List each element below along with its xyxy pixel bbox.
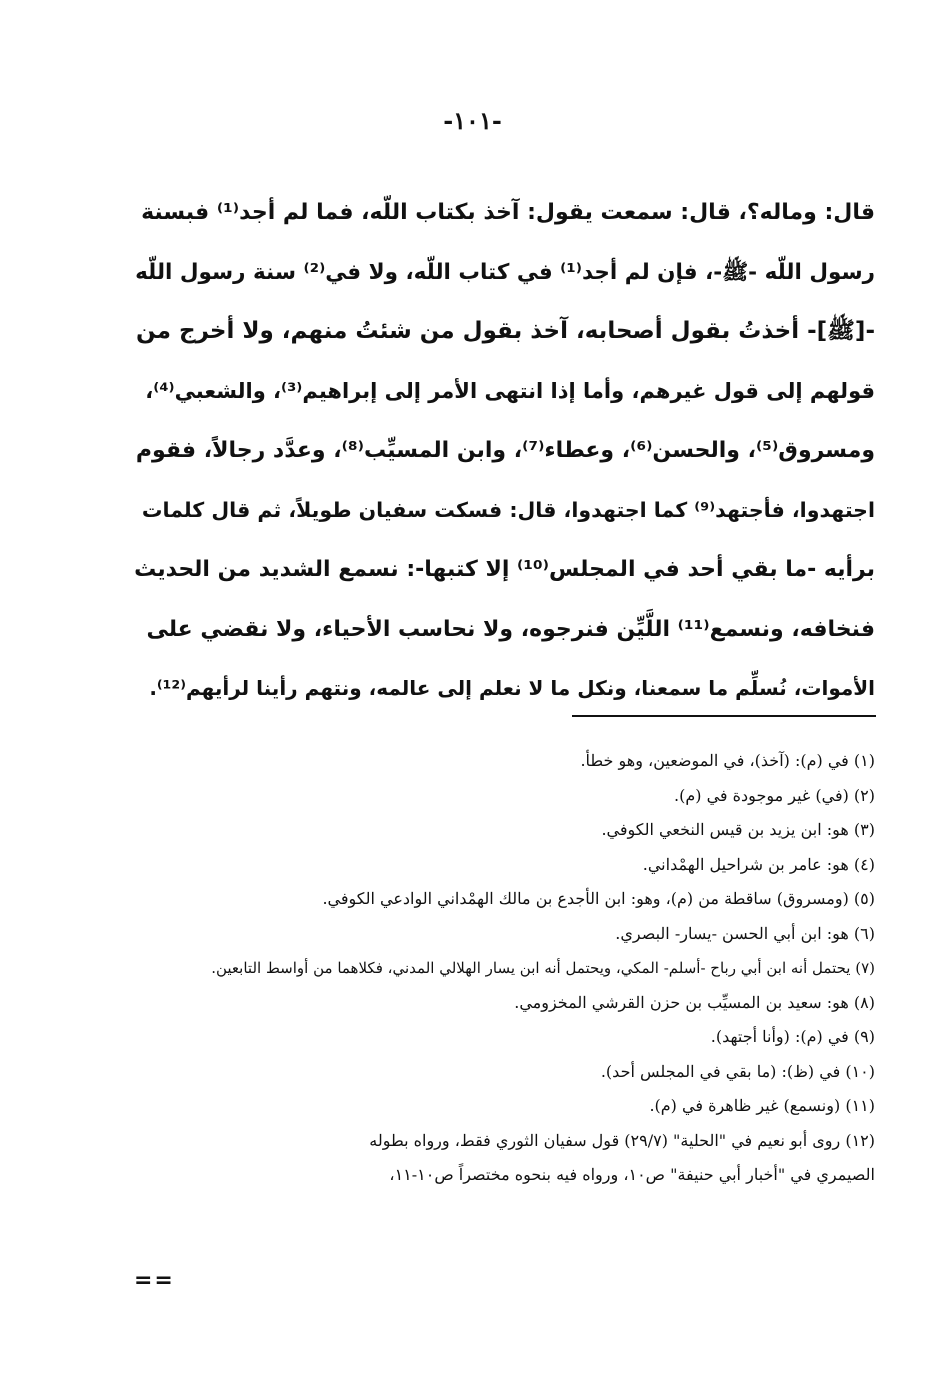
text-line: الأموات، نُسلِّم ما سمعنا، ونكل ما لا نعلم إلى عالمه، ونتهم رأينا لرأيهم⁽¹²⁾.	[149, 676, 875, 700]
footnotes	[120, 744, 875, 1193]
text-line: برأيه -ما بقي أحد في المجلس⁽¹⁰⁾ إلا كتبها-: نسمع الشديد من الحديث	[134, 557, 875, 582]
text-line: قولهم إلى قول غيرهم، وأما إذا انتهى الأمر إلى إبراهيم⁽³⁾، والشعبي⁽⁴⁾،	[145, 378, 875, 403]
text-line: ومسروق⁽⁵⁾، والحسن⁽⁶⁾، وعطاء⁽⁷⁾، وابن المسيِّب⁽⁸⁾، وعدَّد رجالاً، فقوم	[135, 438, 875, 463]
footnote: (٧) يحتمل أنه ابن أبي رباح -أسلم- المكي، ويحتمل أنه ابن يسار الهلالي المدني، فكلاهما من أواسط التابعين.	[211, 959, 875, 977]
footnote: (١١) (ونسمع) غير ظاهرة في (م).	[649, 1096, 875, 1115]
footnote: (٨) هو: سعيد بن المسيِّب بن حزن القرشي المخزومي.	[514, 992, 875, 1012]
footnote: (٥) (ومسروق) ساقطة من (م)، وهو: ابن الأجدع بن مالك الهمْداني الوادعي الكوفي.	[322, 889, 875, 908]
page-number: -١٠١-	[443, 106, 502, 135]
footnote: (١٢) روى أبو نعيم في "الحلية" (٢٩/٧) قول سفيان الثوري فقط، ورواه بطوله	[369, 1130, 875, 1150]
footnote: (١٠) في (ظ): (ما بقي في المجلس أحد).	[600, 1061, 875, 1081]
footnote: (٢) (في) غير موجودة في (م).	[674, 785, 875, 805]
text-line: اجتهدوا، فأجتهد⁽⁹⁾ كما اجتهدوا، قال: فسكت سفيان طويلاً، ثم قال كلمات	[141, 497, 875, 522]
footnote: (٩) في (م): (وأنا أجتهد).	[710, 1027, 875, 1046]
footnote-divider	[572, 715, 876, 717]
footnote: (٤) هو: عامر بن شراحيل الهمْداني.	[642, 854, 875, 874]
footnote: (١) في (م): (آخذ)، في الموضعين، وهو خطأ.	[580, 751, 875, 770]
text-line: -[ﷺ]- أخذتُ بقول أصحابه، آخذ بقول من شئتُ منهم، ولا أخرج من	[136, 318, 875, 344]
footnote: (٦) هو: ابن أبي الحسن -يسار- البصري.	[615, 923, 875, 943]
continuation-mark: ==	[134, 1268, 175, 1293]
footnote: الصيمري في "أخبار أبي حنيفة" ص١٠، ورواه فيه بنحوه مختصراً ص١٠-١١،	[389, 1165, 875, 1184]
text-line: رسول اللّه -ﷺ-، فإن لم أجد⁽¹⁾ في كتاب اللّه، ولا في⁽²⁾ سنة رسول اللّه	[135, 259, 875, 285]
footnote: (٣) هو: ابن يزيد بن قيس النخعي الكوفي.	[601, 820, 875, 839]
text-line: قال: وماله؟، قال: سمعت يقول: آخذ بكتاب اللّه، فما لم أجد⁽¹⁾ فبسنة	[141, 200, 875, 225]
main-text	[133, 183, 875, 719]
text-line: فنخافه، ونسمع⁽¹¹⁾ اللَّيِّن فنرجوه، ولا نحاسب الأحياء، ولا نقضي على	[146, 616, 875, 642]
